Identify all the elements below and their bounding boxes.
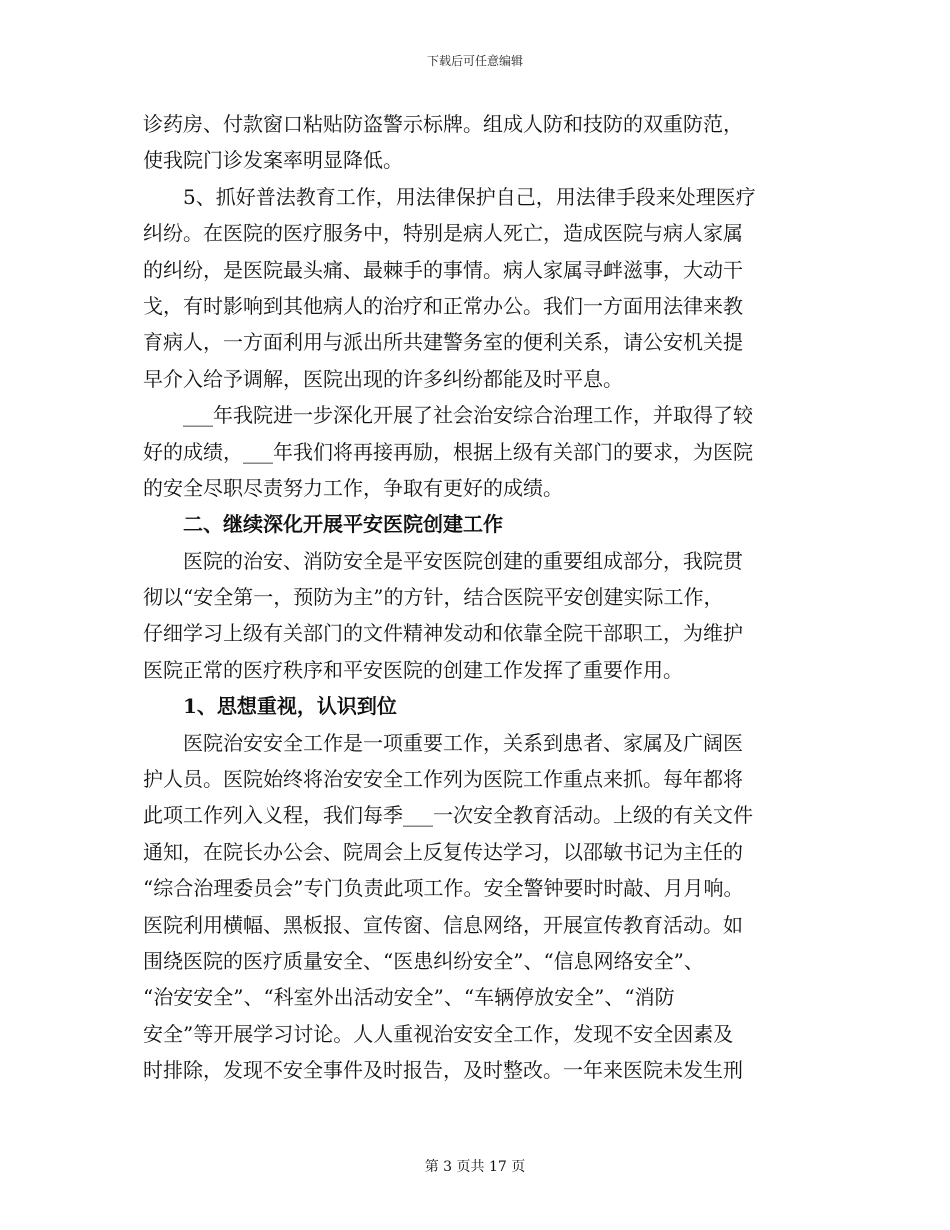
body-line: 医院利用横幅、黑板报、宣传窗、信息网络，开展宣传教育活动。如 [143, 912, 743, 937]
body-line: 安全”等开展学习讨论。人人重视治安安全工作，发现不安全因素及 [143, 1021, 734, 1046]
document-body [143, 106, 813, 1089]
section-heading: 二、继续深化开展平安医院创建工作 [143, 512, 503, 537]
body-line: 彻以“安全第一，预防为主”的方针，结合医院平安创建实际工作， [143, 585, 724, 610]
body-line: 仔细学习上级有关部门的文件精神发动和依靠全院干部职工，为维护 [143, 621, 743, 646]
body-line: 的安全尽职尽责努力工作，争取有更好的成绩。 [143, 475, 563, 500]
body-line: 护人员。医院始终将治安安全工作列为医院工作重点来抓。每年都将 [143, 767, 743, 792]
body-line: 育病人，一方面利用与派出所共建警务室的便利关系，请公安机关提 [143, 330, 743, 355]
page-footer: 第 3 页共 17 页 [424, 1159, 526, 1175]
body-line: 此项工作列入义程，我们每季___一次安全教育活动。上级的有关文件 [143, 803, 753, 828]
body-line: 诊药房、付款窗口粘贴防盗警示标牌。组成人防和技防的双重防范， [143, 112, 743, 136]
body-line: 使我院门诊发案率明显降低。 [143, 148, 403, 173]
body-line: 纠纷。在医院的医疗服务中，特别是病人死亡，造成医院与病人家属 [143, 221, 743, 246]
body-line: 的纠纷，是医院最头痛、最棘手的事情。病人家属寻衅滋事，大动干 [143, 257, 743, 282]
subsection-heading: 1、思想重视，认识到位 [143, 694, 397, 719]
header-note: 下载后可任意编辑 [426, 54, 523, 68]
body-line: 早介入给予调解，医院出现的许多纠纷都能及时平息。 [143, 366, 623, 391]
body-line: ___年我院进一步深化开展了社会治安综合治理工作，并取得了较 [143, 403, 753, 428]
body-line: 通知，在院长办公会、院周会上反复传达学习，以邵敏书记为主任的 [143, 839, 743, 864]
body-line: 时排除，发现不安全事件及时报告，及时整改。一年来医院未发生刑 [143, 1058, 743, 1083]
body-line: 戈，有时影响到其他病人的治疗和正常办公。我们一方面用法律来教 [143, 293, 743, 318]
body-line: 5、抓好普法教育工作，用法律保护自己，用法律手段来处理医疗 [143, 184, 756, 209]
body-line: “综合治理委员会”专门负责此项工作。安全警钟要时时敲、月月响。 [143, 876, 744, 901]
body-line: “治安安全”、“科室外出活动安全”、“车辆停放安全”、“消防 [143, 985, 675, 1010]
body-line: 医院正常的医疗秩序和平安医院的创建工作发挥了重要作用。 [143, 657, 683, 682]
body-line: 医院治安安全工作是一项重要工作，关系到患者、家属及广阔医 [143, 730, 743, 755]
body-line: 好的成绩，___年我们将再接再励，根据上级有关部门的要求，为医院 [143, 439, 753, 464]
body-line: 围绕医院的医疗质量安全、“医患纠纷安全”、“信息网络安全”、 [143, 948, 704, 973]
body-line: 医院的治安、消防安全是平安医院创建的重要组成部分，我院贯 [143, 548, 743, 573]
